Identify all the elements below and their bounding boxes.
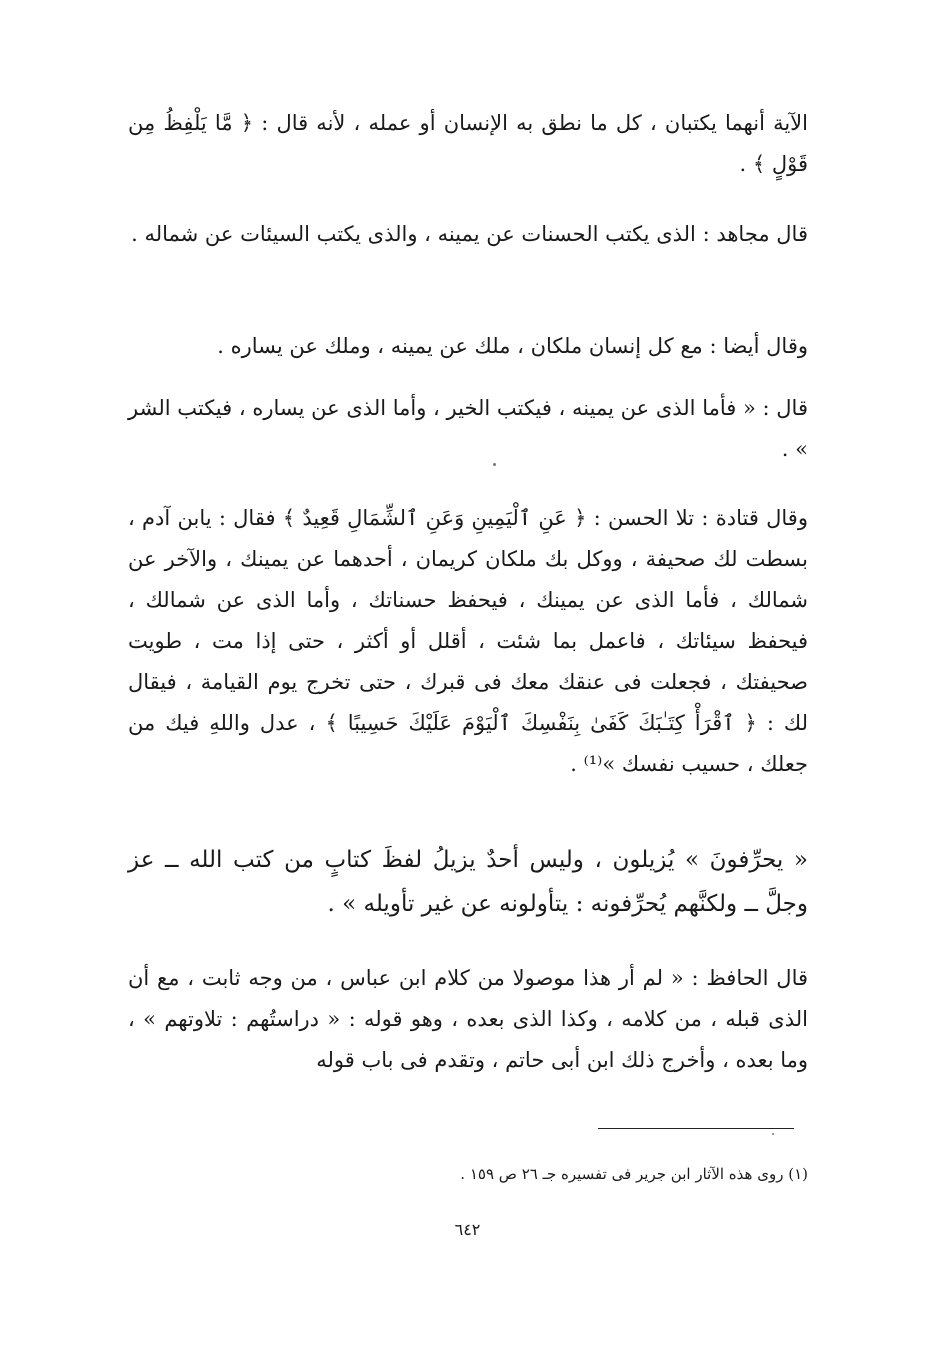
paragraph-3: وقال أيضا : مع كل إنسان ملكان ، ملك عن يمينه ، وملك عن يساره . — [217, 334, 808, 358]
paragraph-4: قال : « فأما الذى عن يمينه ، فيكتب الخير ، وأما الذى عن يساره ، فيكتب الشر » . — [128, 396, 808, 461]
paragraph-1: الآية أنهما يكتبان ، كل ما نطق به الإنسان أو عمله ، لأنه قال : ﴿ مَّا يَلْفِظُ مِن قَوْلٍ ﴾ . — [128, 111, 808, 176]
paragraph-6-quote: « يحرِّفونَ » يُزيلون ، وليس أحدٌ يزيلُ لفظَ كتابٍ من كتب الله ــ عز وجلَّ ــ ولكنَّهم يُحرِّفونه : يتأولونه عن غير تأويله » . — [128, 847, 808, 917]
page-number: ٦٤٢ — [454, 1220, 481, 1239]
paragraph-5: وقال قتادة : تلا الحسن : ﴿ عَنِ ٱلْيَمِينِ وَعَنِ ٱلشِّمَالِ قَعِيدٌ ﴾ فقال : يابن آدم ، بسطت لك صحيفة ، ووكل بك ملكان كريمان ، أحدهما عن يمينك ، والآخر عن شمالك ، فأما الذى عن يمينك ، فيحفظ حسناتك ، وأما الذى عن شمالك ، فيحفظ سيئاتك ، فاعمل بما شئت ، أقلل أو أكثر ، حتى إذا مت ، طويت صحيفتك ، فجعلت فى عنقك معك فى قبرك ، حتى تخرج يوم القيامة ، فيقال لك : ﴿ ٱقْرَأْ كِتَـٰبَكَ كَفَىٰ بِنَفْسِكَ ٱلْيَوْمَ عَلَيْكَ حَسِيبًا ﴾ ، عدل واللهِ فيك من جعلك ، حسيب نفسك »⁽¹⁾ . — [128, 506, 808, 776]
footnote-divider — [598, 1128, 794, 1129]
paragraph-2: قال مجاهد : الذى يكتب الحسنات عن يمينه ، والذى يكتب السيئات عن شماله . — [131, 222, 808, 246]
scan-speck — [772, 1133, 774, 1135]
scan-speck — [493, 463, 496, 466]
footnote: (١) روى هذه الآثار ابن جرير فى تفسيره جـ ٢٦ ص ١٥٩ . — [460, 1165, 808, 1183]
paragraph-7: قال الحافظ : « لم أر هذا موصولا من كلام ابن عباس ، من وجه ثابت ، مع أن الذى قبله ، من كلامه ، وكذا الذى بعده ، وهو قوله : « دراستُهم : تلاوتهم » ، وما بعده ، وأخرج ذلك ابن أبى حاتم ، وتقدم فى باب قوله — [128, 966, 808, 1072]
